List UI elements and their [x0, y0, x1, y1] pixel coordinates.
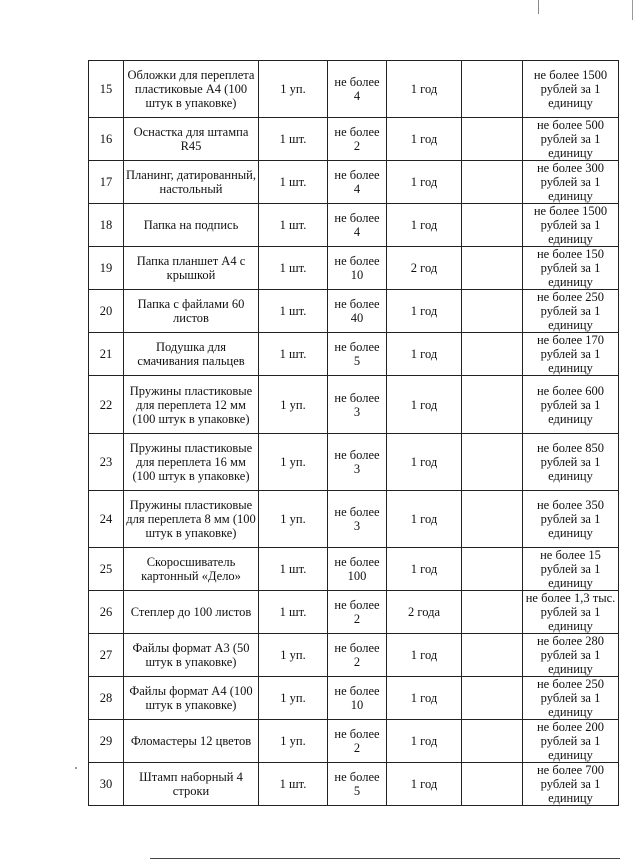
cell-qty: не более 2	[328, 720, 387, 763]
cell-unit: 1 уп.	[259, 376, 328, 434]
scan-mark	[538, 0, 539, 14]
cell-name: Штамп наборный 4 строки	[124, 763, 259, 806]
cell-qty: не более 100	[328, 548, 387, 591]
cell-unit: 1 уп.	[259, 491, 328, 548]
cell-term: 1 год	[387, 677, 462, 720]
cell-price: не более 170 рублей за 1 единицу	[523, 333, 619, 376]
cell-empty	[462, 634, 523, 677]
cell-price: не более 500 рублей за 1 единицу	[523, 118, 619, 161]
cell-name: Пружины пластиковые для переплета 16 мм (100 штук в упаковке)	[124, 434, 259, 491]
cell-qty: не более 3	[328, 376, 387, 434]
cell-name: Степлер до 100 листов	[124, 591, 259, 634]
table-row	[89, 720, 619, 763]
cell-num: 22	[89, 376, 124, 434]
cell-empty	[462, 247, 523, 290]
cell-term: 2 года	[387, 591, 462, 634]
cell-num: 29	[89, 720, 124, 763]
table-row	[89, 247, 619, 290]
cell-term: 1 год	[387, 161, 462, 204]
cell-price: не более 850 рублей за 1 единицу	[523, 434, 619, 491]
cell-unit: 1 шт.	[259, 290, 328, 333]
cell-unit: 1 уп.	[259, 720, 328, 763]
cell-name: Планинг, датированный, настольный	[124, 161, 259, 204]
cell-qty: не более 3	[328, 491, 387, 548]
cell-name: Пружины пластиковые для переплета 8 мм (100 штук в упаковке)	[124, 491, 259, 548]
cell-unit: 1 шт.	[259, 591, 328, 634]
cell-term: 1 год	[387, 763, 462, 806]
supplies-table	[88, 60, 619, 806]
cell-qty: не более 10	[328, 677, 387, 720]
cell-price: не более 15 рублей за 1 единицу	[523, 548, 619, 591]
cell-term: 1 год	[387, 290, 462, 333]
cell-empty	[462, 591, 523, 634]
cell-qty: не более 10	[328, 247, 387, 290]
cell-name: Скоросшиватель картонный «Дело»	[124, 548, 259, 591]
cell-qty: не более 3	[328, 434, 387, 491]
cell-unit: 1 шт.	[259, 548, 328, 591]
cell-num: 28	[89, 677, 124, 720]
table-row	[89, 434, 619, 491]
cell-unit: 1 шт.	[259, 247, 328, 290]
cell-empty	[462, 204, 523, 247]
table-row	[89, 204, 619, 247]
table-row	[89, 634, 619, 677]
cell-price: не более 280 рублей за 1 единицу	[523, 634, 619, 677]
cell-empty	[462, 376, 523, 434]
cell-unit: 1 шт.	[259, 161, 328, 204]
cell-price: не более 1500 рублей за 1 единицу	[523, 61, 619, 118]
table-row	[89, 677, 619, 720]
cell-empty	[462, 118, 523, 161]
cell-name: Фломастеры 12 цветов	[124, 720, 259, 763]
cell-term: 1 год	[387, 720, 462, 763]
cell-term: 1 год	[387, 434, 462, 491]
cell-unit: 1 шт.	[259, 333, 328, 376]
cell-empty	[462, 491, 523, 548]
cell-empty	[462, 290, 523, 333]
table-row	[89, 491, 619, 548]
cell-price: не более 700 рублей за 1 единицу	[523, 763, 619, 806]
cell-qty: не более 5	[328, 763, 387, 806]
cell-unit: 1 уп.	[259, 634, 328, 677]
cell-qty: не более 4	[328, 161, 387, 204]
cell-name: Папка на подпись	[124, 204, 259, 247]
cell-term: 1 год	[387, 634, 462, 677]
cell-price: не более 250 рублей за 1 единицу	[523, 677, 619, 720]
cell-price: не более 200 рублей за 1 единицу	[523, 720, 619, 763]
cell-name: Оснастка для штампа R45	[124, 118, 259, 161]
cell-empty	[462, 763, 523, 806]
cell-price: не более 250 рублей за 1 единицу	[523, 290, 619, 333]
cell-empty	[462, 434, 523, 491]
table-row	[89, 290, 619, 333]
cell-num: 21	[89, 333, 124, 376]
cell-num: 23	[89, 434, 124, 491]
table-row	[89, 548, 619, 591]
table-row	[89, 763, 619, 806]
cell-num: 19	[89, 247, 124, 290]
cell-unit: 1 уп.	[259, 677, 328, 720]
scan-dot	[75, 767, 77, 769]
cell-unit: 1 шт.	[259, 763, 328, 806]
cell-qty: не более 2	[328, 634, 387, 677]
cell-qty: не более 4	[328, 204, 387, 247]
cell-unit: 1 шт.	[259, 204, 328, 247]
cell-name: Подушка для смачивания пальцев	[124, 333, 259, 376]
cell-name: Папка с файлами 60 листов	[124, 290, 259, 333]
cell-empty	[462, 61, 523, 118]
cell-unit: 1 шт.	[259, 118, 328, 161]
cell-name: Файлы формат А3 (50 штук в упаковке)	[124, 634, 259, 677]
cell-num: 24	[89, 491, 124, 548]
cell-empty	[462, 161, 523, 204]
cell-empty	[462, 720, 523, 763]
table-row	[89, 591, 619, 634]
cell-term: 1 год	[387, 61, 462, 118]
cell-price: не более 350 рублей за 1 единицу	[523, 491, 619, 548]
cell-price: не более 1500 рублей за 1 единицу	[523, 204, 619, 247]
cell-num: 17	[89, 161, 124, 204]
cell-num: 16	[89, 118, 124, 161]
cell-qty: не более 40	[328, 290, 387, 333]
table-row	[89, 61, 619, 118]
cell-term: 1 год	[387, 491, 462, 548]
table-row	[89, 376, 619, 434]
cell-price: не более 1,3 тыс. рублей за 1 единицу	[523, 591, 619, 634]
cell-qty: не более 2	[328, 118, 387, 161]
cell-term: 1 год	[387, 548, 462, 591]
cell-qty: не более 4	[328, 61, 387, 118]
cell-price: не более 150 рублей за 1 единицу	[523, 247, 619, 290]
cell-num: 30	[89, 763, 124, 806]
cell-empty	[462, 333, 523, 376]
table-row	[89, 118, 619, 161]
cell-price: не более 300 рублей за 1 единицу	[523, 161, 619, 204]
cell-num: 20	[89, 290, 124, 333]
cell-term: 1 год	[387, 376, 462, 434]
bottom-rule	[150, 858, 620, 859]
cell-term: 1 год	[387, 204, 462, 247]
scan-mark	[632, 0, 633, 20]
cell-unit: 1 уп.	[259, 61, 328, 118]
cell-qty: не более 5	[328, 333, 387, 376]
cell-term: 1 год	[387, 118, 462, 161]
cell-empty	[462, 548, 523, 591]
cell-qty: не более 2	[328, 591, 387, 634]
cell-name: Файлы формат А4 (100 штук в упаковке)	[124, 677, 259, 720]
table-row	[89, 161, 619, 204]
cell-num: 25	[89, 548, 124, 591]
table-row	[89, 333, 619, 376]
cell-price: не более 600 рублей за 1 единицу	[523, 376, 619, 434]
cell-num: 26	[89, 591, 124, 634]
table-body	[89, 61, 619, 806]
cell-num: 27	[89, 634, 124, 677]
cell-name: Папка планшет А4 с крышкой	[124, 247, 259, 290]
cell-empty	[462, 677, 523, 720]
cell-name: Пружины пластиковые для переплета 12 мм (100 штук в упаковке)	[124, 376, 259, 434]
cell-num: 18	[89, 204, 124, 247]
cell-term: 2 год	[387, 247, 462, 290]
cell-term: 1 год	[387, 333, 462, 376]
cell-num: 15	[89, 61, 124, 118]
cell-name: Обложки для переплета пластиковые А4 (100 штук в упаковке)	[124, 61, 259, 118]
cell-unit: 1 уп.	[259, 434, 328, 491]
